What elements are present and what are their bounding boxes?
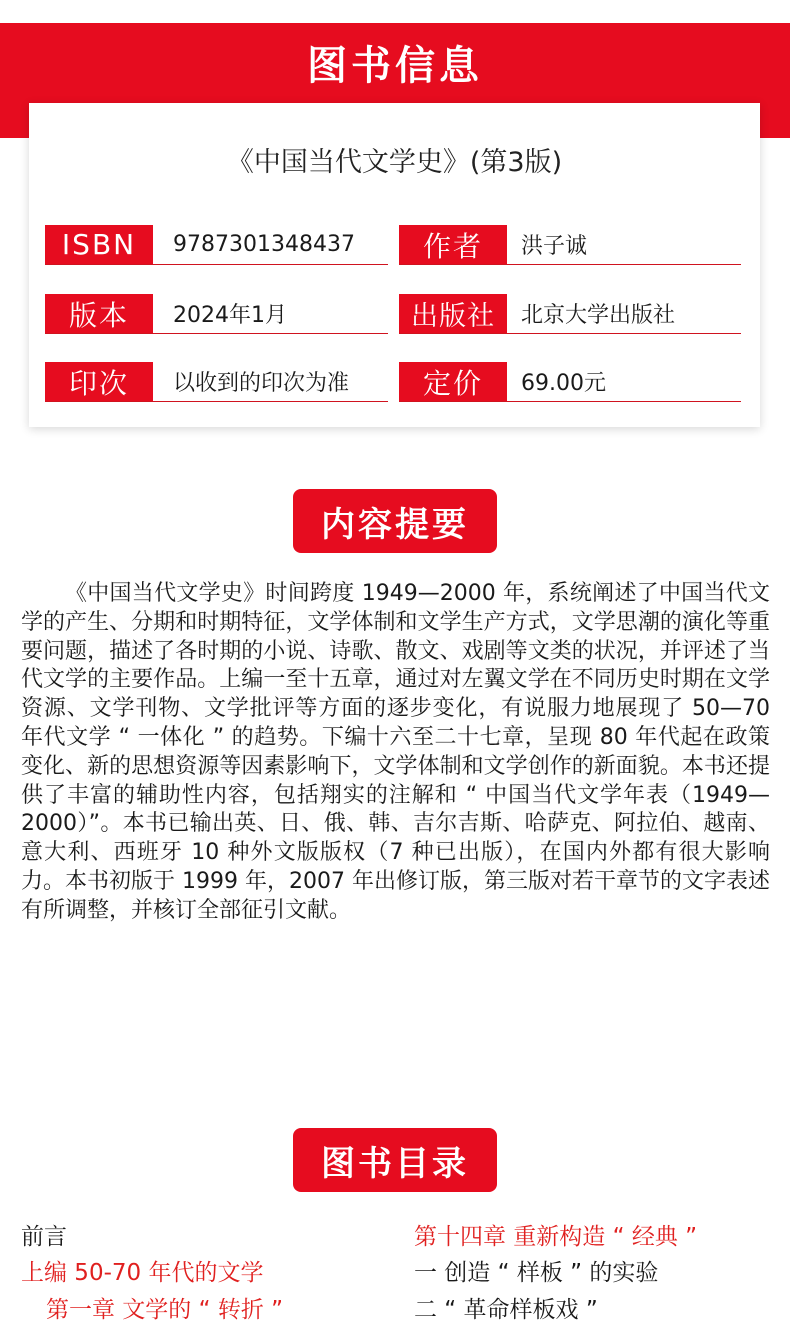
toc-heading: 图书目录 <box>293 1128 497 1192</box>
field-printing <box>45 362 388 402</box>
field-label: 出版社 <box>399 294 507 333</box>
toc-item[interactable]: 一 创造 “ 样板 ” 的实验 <box>414 1260 659 1286</box>
field-publisher <box>399 294 741 334</box>
toc-item[interactable]: 第一章 文学的 “ 转折 ” <box>46 1297 284 1323</box>
field-value: 北京大学出版社 <box>521 303 676 328</box>
field-value: 洪子诚 <box>521 234 588 259</box>
field-author <box>399 225 741 265</box>
field-label: 作者 <box>399 225 507 264</box>
field-value: 69.00元 <box>521 371 606 396</box>
toc-item[interactable]: 前言 <box>21 1224 67 1250</box>
field-label: 印次 <box>45 362 153 401</box>
book-info-card <box>29 103 760 427</box>
field-edition <box>45 294 388 334</box>
field-value: 以收到的印次为准 <box>173 371 350 396</box>
summary-heading: 内容提要 <box>293 489 497 553</box>
toc-item[interactable]: 二 “ 革命样板戏 ” <box>414 1297 598 1323</box>
field-value: 9787301348437 <box>173 232 355 257</box>
field-label: 版本 <box>45 294 153 333</box>
page-title: 图书信息 <box>307 43 483 89</box>
field-isbn <box>45 225 388 265</box>
toc-item[interactable]: 第十四章 重新构造 “ 经典 ” <box>414 1224 698 1250</box>
field-label: 定价 <box>399 362 507 401</box>
field-price <box>399 362 741 402</box>
summary-text: 《中国当代文学史》时间跨度 1949—2000 年，系统阐述了中国当代文学的产生、分期和时期特征，文学体制和文学生产方式，文学思潮的演化等重要问题，描述了各时期的小说、诗歌、散文、戏剧等文类的状况，并评述了当代文学的主要作品。上编一至十五章，通过对左翼文学在不同历史时期在文学资源、文学刊物、文学批评等方面的逐步变化，有说服力地展现了 50—70 年代文学 “ 一体化 ” 的趋势。下编十六至二十七章，呈现 80 年代起在政策变化、新的思想资源等因素影响下，文学体制和文学创作的新面貌。本书还提供了丰富的辅助性内容，包括翔实的注解和 “ 中国当代文学年表（1949—2000）”。本书已输出英、日、俄、韩、吉尔吉斯、哈萨克、阿拉伯、越南、意大利、西班牙 10 种外文版版权（7 种已出版），在国内外都有很大影响力。本书初版于 1999 年，2007 年出修订版，第三版对若干章节的文字表述有所调整，并核订全部征引文献。 <box>21 581 770 923</box>
toc-item[interactable]: 上编 50-70 年代的文学 <box>21 1260 264 1286</box>
field-value: 2024年1月 <box>173 303 287 328</box>
book-title: 《中国当代文学史》(第3版) <box>226 147 563 178</box>
field-label: ISBN <box>45 225 153 264</box>
